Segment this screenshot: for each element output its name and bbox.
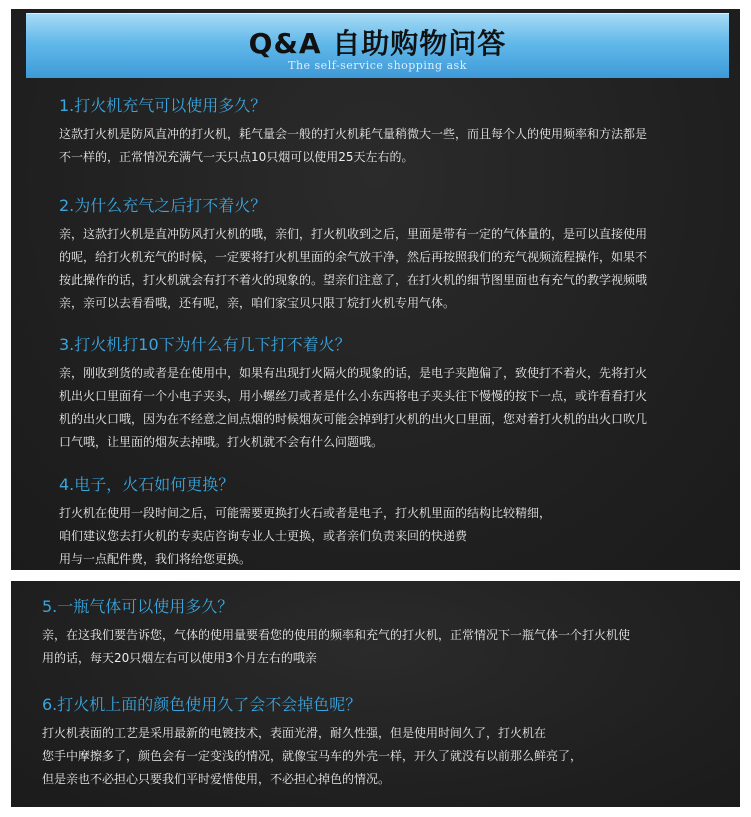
answer-line: 用的话，每天20只烟左右可以使用3个月左右的哦亲	[42, 651, 317, 665]
answer-line: 不一样的，正常情况充满气一天只点10只烟可以使用25天左右的。	[59, 150, 414, 164]
answer-line: 的呢，给打火机充气的时候，一定要将打火机里面的余气放干净，然后再按照我们的充气视频流程操作，如果不	[59, 250, 648, 264]
header-title: Q&A 自助购物问答	[248, 27, 507, 60]
question-heading: 4.电子，火石如何更换？	[59, 475, 235, 494]
answer-line: 亲，这款打火机是直冲防风打火机的哦，亲们，打火机收到之后，里面是带有一定的气体量的，是可以直接使用	[59, 227, 648, 241]
answer-text	[42, 624, 722, 670]
answer-line: 按此操作的话，打火机就会有打不着火的现象的。望亲们注意了，在打火机的细节图里面也有充气的教学视频哦	[59, 273, 648, 287]
qa-item	[59, 195, 739, 315]
qa-panel-bottom	[11, 581, 740, 807]
answer-text	[42, 722, 722, 791]
answer-line: 机的出火口哦，因为在不经意之间点烟的时候烟灰可能会掉到打火机的出火口里面，您对着打火机的出火口吹几	[59, 412, 648, 426]
answer-line: 这款打火机是防风直冲的打火机，耗气量会一般的打火机耗气量稍微大一些，而且每个人的使用频率和方法都是	[59, 127, 648, 141]
answer-line: 您手中摩擦多了，颜色会有一定变浅的情况，就像宝马车的外壳一样，开久了就没有以前那么鲜亮了，	[42, 749, 583, 763]
answer-text	[59, 362, 739, 454]
header-banner	[26, 13, 729, 78]
answer-line: 亲，亲可以去看看哦，还有呢，亲，咱们家宝贝只限丁烷打火机专用气体。	[59, 296, 456, 310]
question-heading: 2.为什么充气之后打不着火？	[59, 196, 267, 215]
question-heading: 1.打火机充气可以使用多久？	[59, 96, 267, 115]
answer-text	[59, 123, 739, 169]
header-subtitle: The self-service shopping ask	[288, 59, 467, 72]
qa-item	[59, 95, 739, 169]
answer-line: 亲，刚收到货的或者是在使用中，如果有出现打火隔火的现象的话，是电子夹跑偏了，致使打不着火，先将打火	[59, 366, 648, 380]
question-heading: 6.打火机上面的颜色使用久了会不会掉色呢？	[42, 695, 362, 714]
answer-text	[59, 502, 739, 570]
qa-item	[42, 596, 722, 670]
answer-line: 口气哦，让里面的烟灰去掉哦。打火机就不会有什么问题哦。	[59, 435, 384, 449]
answer-line: 亲，在这我们要告诉您，气体的使用量要看您的使用的频率和充气的打火机，正常情况下一瓶气体一个打火机使	[42, 628, 631, 642]
qa-item	[59, 334, 739, 454]
qa-item	[42, 694, 722, 791]
answer-line: 用与一点配件费，我们将给您更换。	[59, 552, 252, 566]
qa-panel-top	[11, 9, 740, 570]
answer-line: 但是亲也不必担心只要我们平时爱惜使用，不必担心掉色的情况。	[42, 772, 391, 786]
qa-item	[59, 474, 739, 570]
answer-line: 打火机在使用一段时间之后，可能需要更换打火石或者是电子，打火机里面的结构比较精细，	[59, 506, 552, 520]
question-heading: 5.一瓶气体可以使用多久？	[42, 597, 234, 616]
answer-line: 咱们建议您去打火机的专卖店咨询专业人士更换，或者亲们负责来回的快递费	[59, 529, 468, 543]
answer-line: 机出火口里面有一个小电子夹头，用小螺丝刀或者是什么小东西将电子夹头往下慢慢的按下一点，或许看看打火	[59, 389, 648, 403]
question-heading: 3.打火机打10下为什么有几下打不着火？	[59, 335, 351, 354]
answer-text	[59, 223, 739, 315]
answer-line: 打火机表面的工艺是采用最新的电镀技术，表面光滑，耐久性强，但是使用时间久了，打火机在	[42, 726, 547, 740]
